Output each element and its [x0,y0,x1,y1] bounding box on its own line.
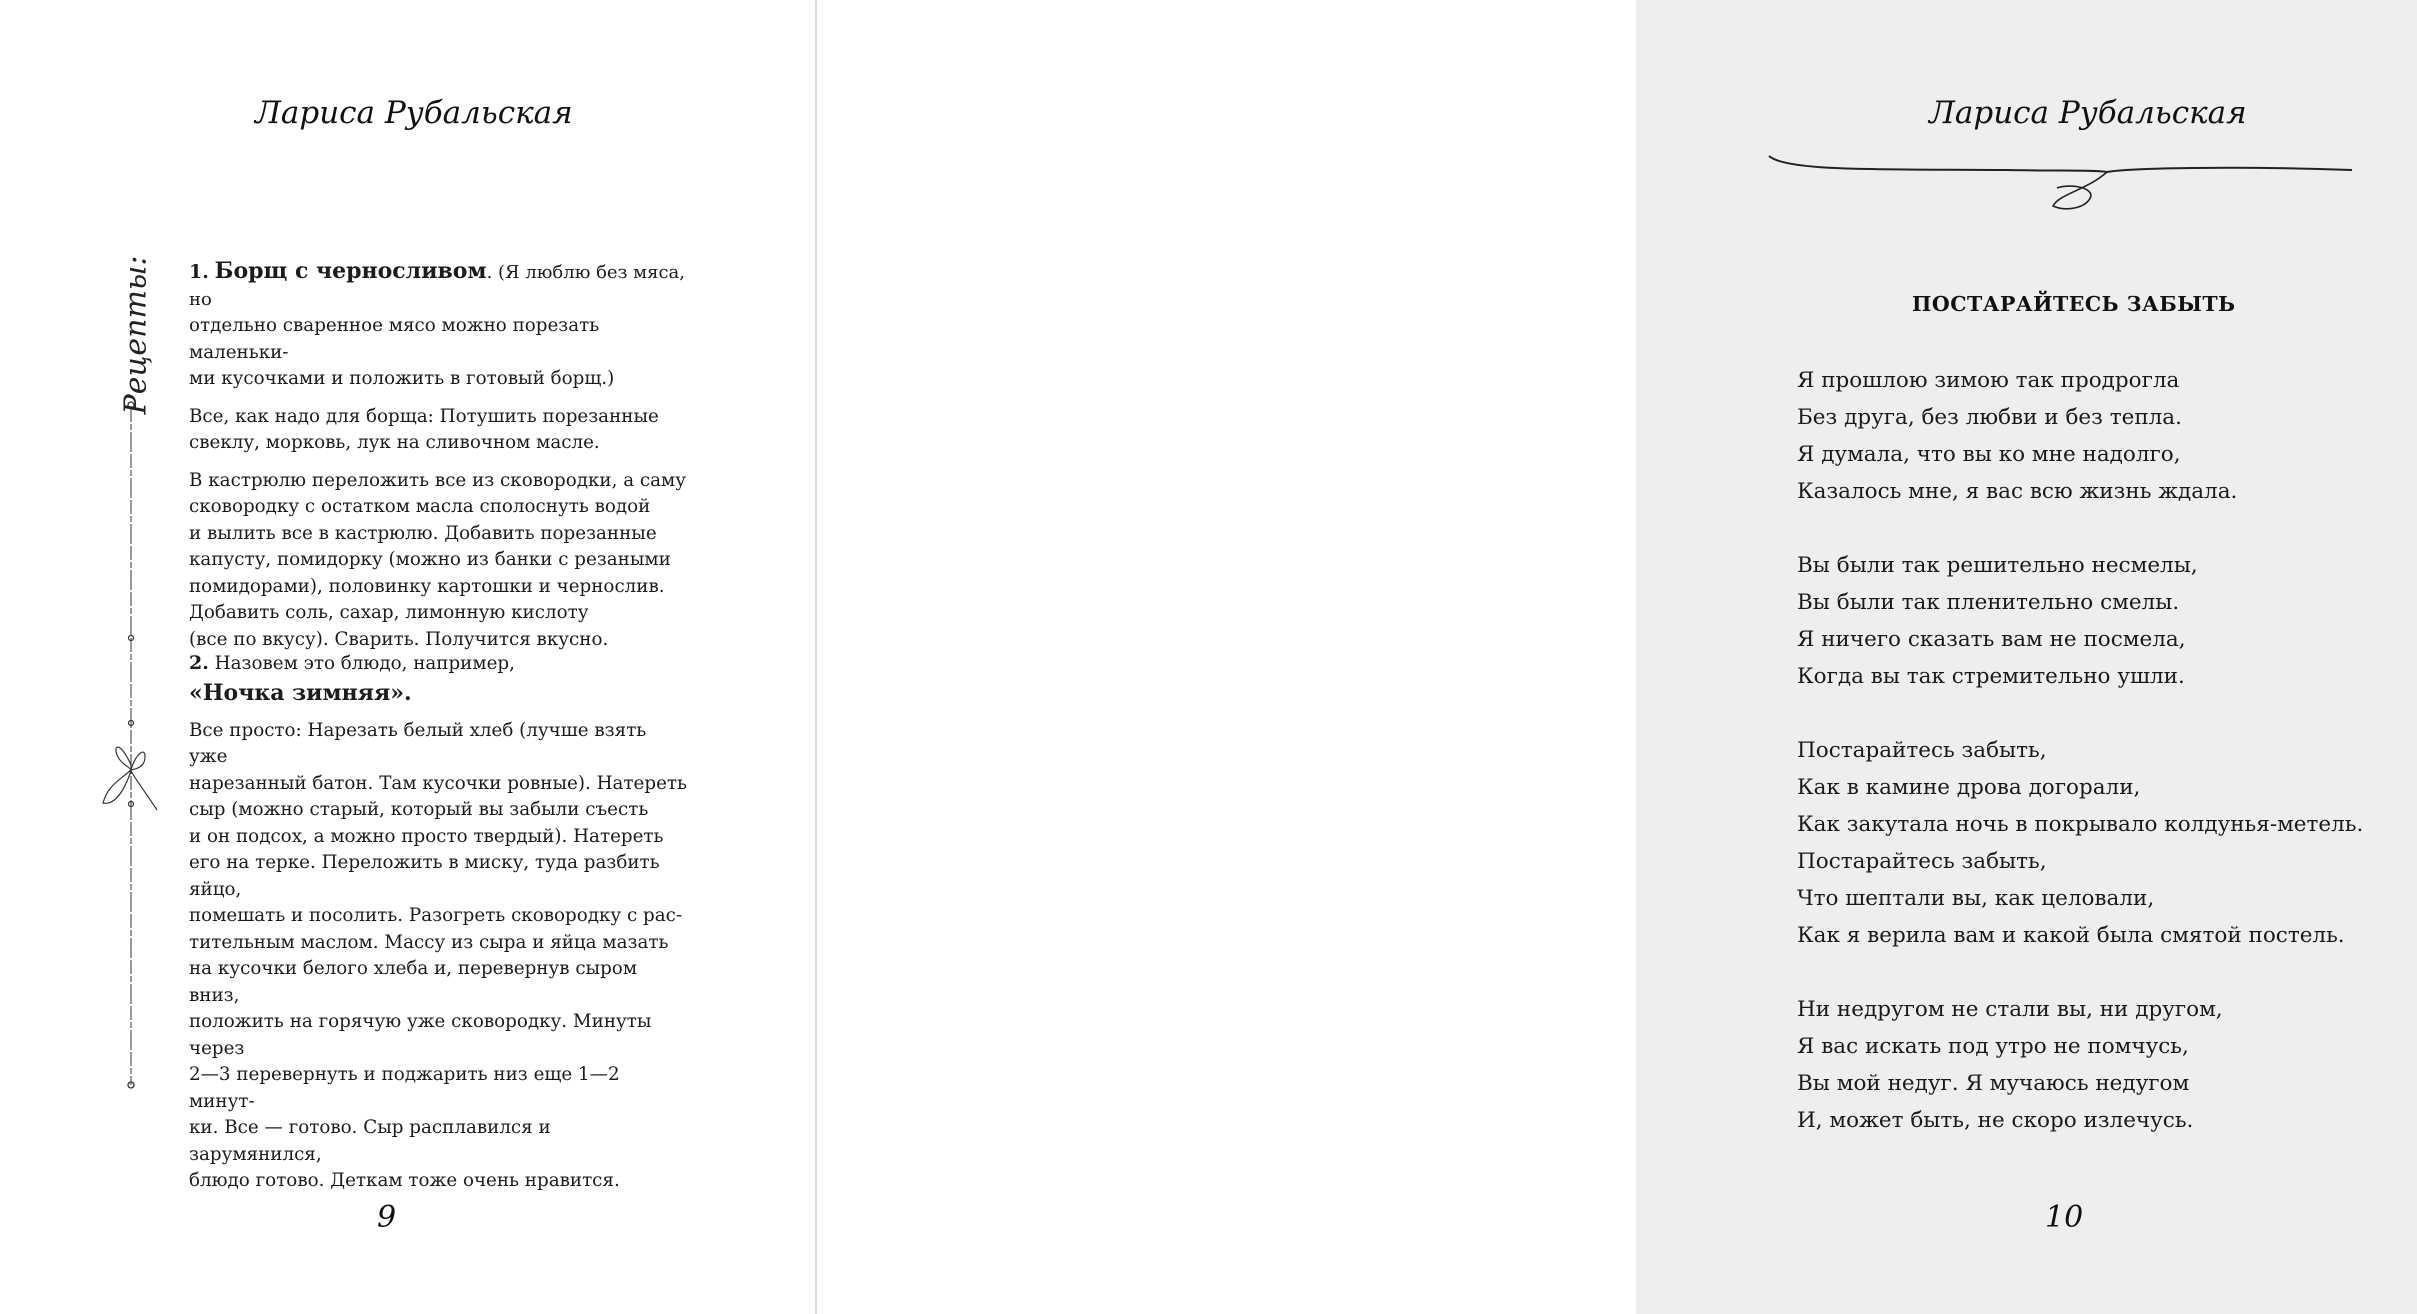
text-line: и вылить все в кастрюлю. Добавить порезанные [189,522,657,544]
text-line: 2—3 перевернуть и поджарить низ еще 1—2 минут- [189,1064,620,1112]
recipe-1 [189,258,689,664]
text-line: и он подсох, а можно просто твердый). Натереть [189,825,664,847]
poem-stanza [1797,991,2417,1139]
text-line: сковородку с остатком масла сполоснуть водой [189,496,651,517]
recipe-1-title: Борщ с черносливом [214,258,487,284]
text-line: блюдо готово. Деткам тоже очень нравится. [189,1170,620,1191]
poem-line: И, может быть, не скоро излечусь. [1797,1108,2194,1133]
text-line: Все, как надо для борща: Потушить порезанные [189,405,659,427]
poem-line: Я вас искать под утро не помчусь, [1797,1034,2189,1059]
poem [1797,362,2417,1176]
thread-bow-ornament [100,385,170,1095]
poem-line: Без друга, без любви и без тепла. [1797,405,2182,430]
recipe-1-note-line: отдельно сваренное мясо можно порезать маленьки- [189,315,600,363]
poem-line: Как в камине дрова догорали, [1797,775,2141,800]
text-line: (все по вкусу). Сварить. Получится вкусно. [189,628,609,650]
poem-line: Постарайтесь забыть, [1797,738,2047,763]
poem-line: Постарайтесь забыть, [1797,849,2047,874]
recipe-1-paragraph-1 [189,404,689,457]
left-page [0,0,815,1314]
page-number-right: 10 [2045,1200,2084,1235]
recipe-2-body [189,718,689,1195]
poem-line: Ни недругом не стали вы, ни другом, [1797,997,2223,1022]
text-line: помешать и посолить. Разогреть сковородку с рас- [189,905,683,926]
swash-underline-ornament [1767,150,2357,212]
text-line: его на терке. Переложить в миску, туда разбить яйцо, [189,852,660,900]
text-line: Все просто: Нарезать белый хлеб (лучше взять уже [189,719,647,767]
poem-line: Когда вы так стремительно ушли. [1797,664,2185,689]
side-title-recipes: Рецепты: [118,255,154,415]
text-line: положить на горячую уже сковородку. Минуты через [189,1011,652,1059]
poem-stanza [1797,547,2417,695]
poem-line: Что шептали вы, как целовали, [1797,886,2155,911]
page-number-left: 9 [377,1200,397,1235]
poem-line: Вы мой недуг. Я мучаюсь недугом [1797,1071,2190,1096]
text-line: ки. Все — готово. Сыр расплавился и зарумянился, [189,1117,551,1165]
poem-line: Казалось мне, я вас всю жизнь ждала. [1797,479,2238,504]
text-line: Добавить соль, сахар, лимонную кислоту [189,602,589,623]
poem-line: Вы были так пленительно смелы. [1797,590,2180,615]
poem-line: Как я верила вам и какой была смятой постель. [1797,923,2345,948]
text-line: свеклу, морковь, лук на сливочном масле. [189,432,600,453]
recipe-1-note-line: ми кусочками и положить в готовый борщ.) [189,368,615,389]
recipe-1-paragraph-2 [189,468,689,654]
running-head-author: Лариса Рубальская [1929,95,2247,131]
recipe-1-note-line: . (Я люблю без мяса, но [189,262,686,310]
poem-line: Я думала, что вы ко мне надолго, [1797,442,2181,467]
poem-line: Я ничего сказать вам не посмела, [1797,627,2186,652]
running-head-author: Лариса Рубальская [255,95,573,131]
recipe-1-number: 1. [189,261,209,283]
recipe-2-heading [189,650,689,708]
poem-stanza [1797,362,2417,510]
text-line: В кастрюлю переложить все из сковородки, а саму [189,469,687,491]
text-line: на кусочки белого хлеба и, перевернув сыром вниз, [189,958,638,1006]
text-line: сыр (можно старый, который вы забыли съесть [189,799,649,820]
text-line: нарезанный батон. Там кусочки ровные). Натереть [189,772,687,794]
right-page [817,0,2364,1314]
recipe-2 [189,650,689,1206]
recipe-1-heading [189,258,689,393]
poem-title: ПОСТАРАЙТЕСЬ ЗАБЫТЬ [1912,292,2236,316]
poem-line: Как закутала ночь в покрывало колдунья-метель. [1797,812,2364,837]
text-line: тительным маслом. Массу из сыра и яйца мазать [189,931,669,953]
recipe-2-intro: Назовем это блюдо, например, [208,653,515,674]
text-line: помидорами), половинку картошки и чернослив. [189,575,665,597]
poem-line: Вы были так решительно несмелы, [1797,553,2198,578]
recipe-2-title: «Ночка зимняя». [189,679,412,706]
poem-stanza [1797,732,2417,954]
poem-line: Я прошлою зимою так продрогла [1797,368,2180,393]
text-line: капусту, помидорку (можно из банки с резаными [189,549,671,570]
recipe-2-number: 2. [189,652,209,674]
